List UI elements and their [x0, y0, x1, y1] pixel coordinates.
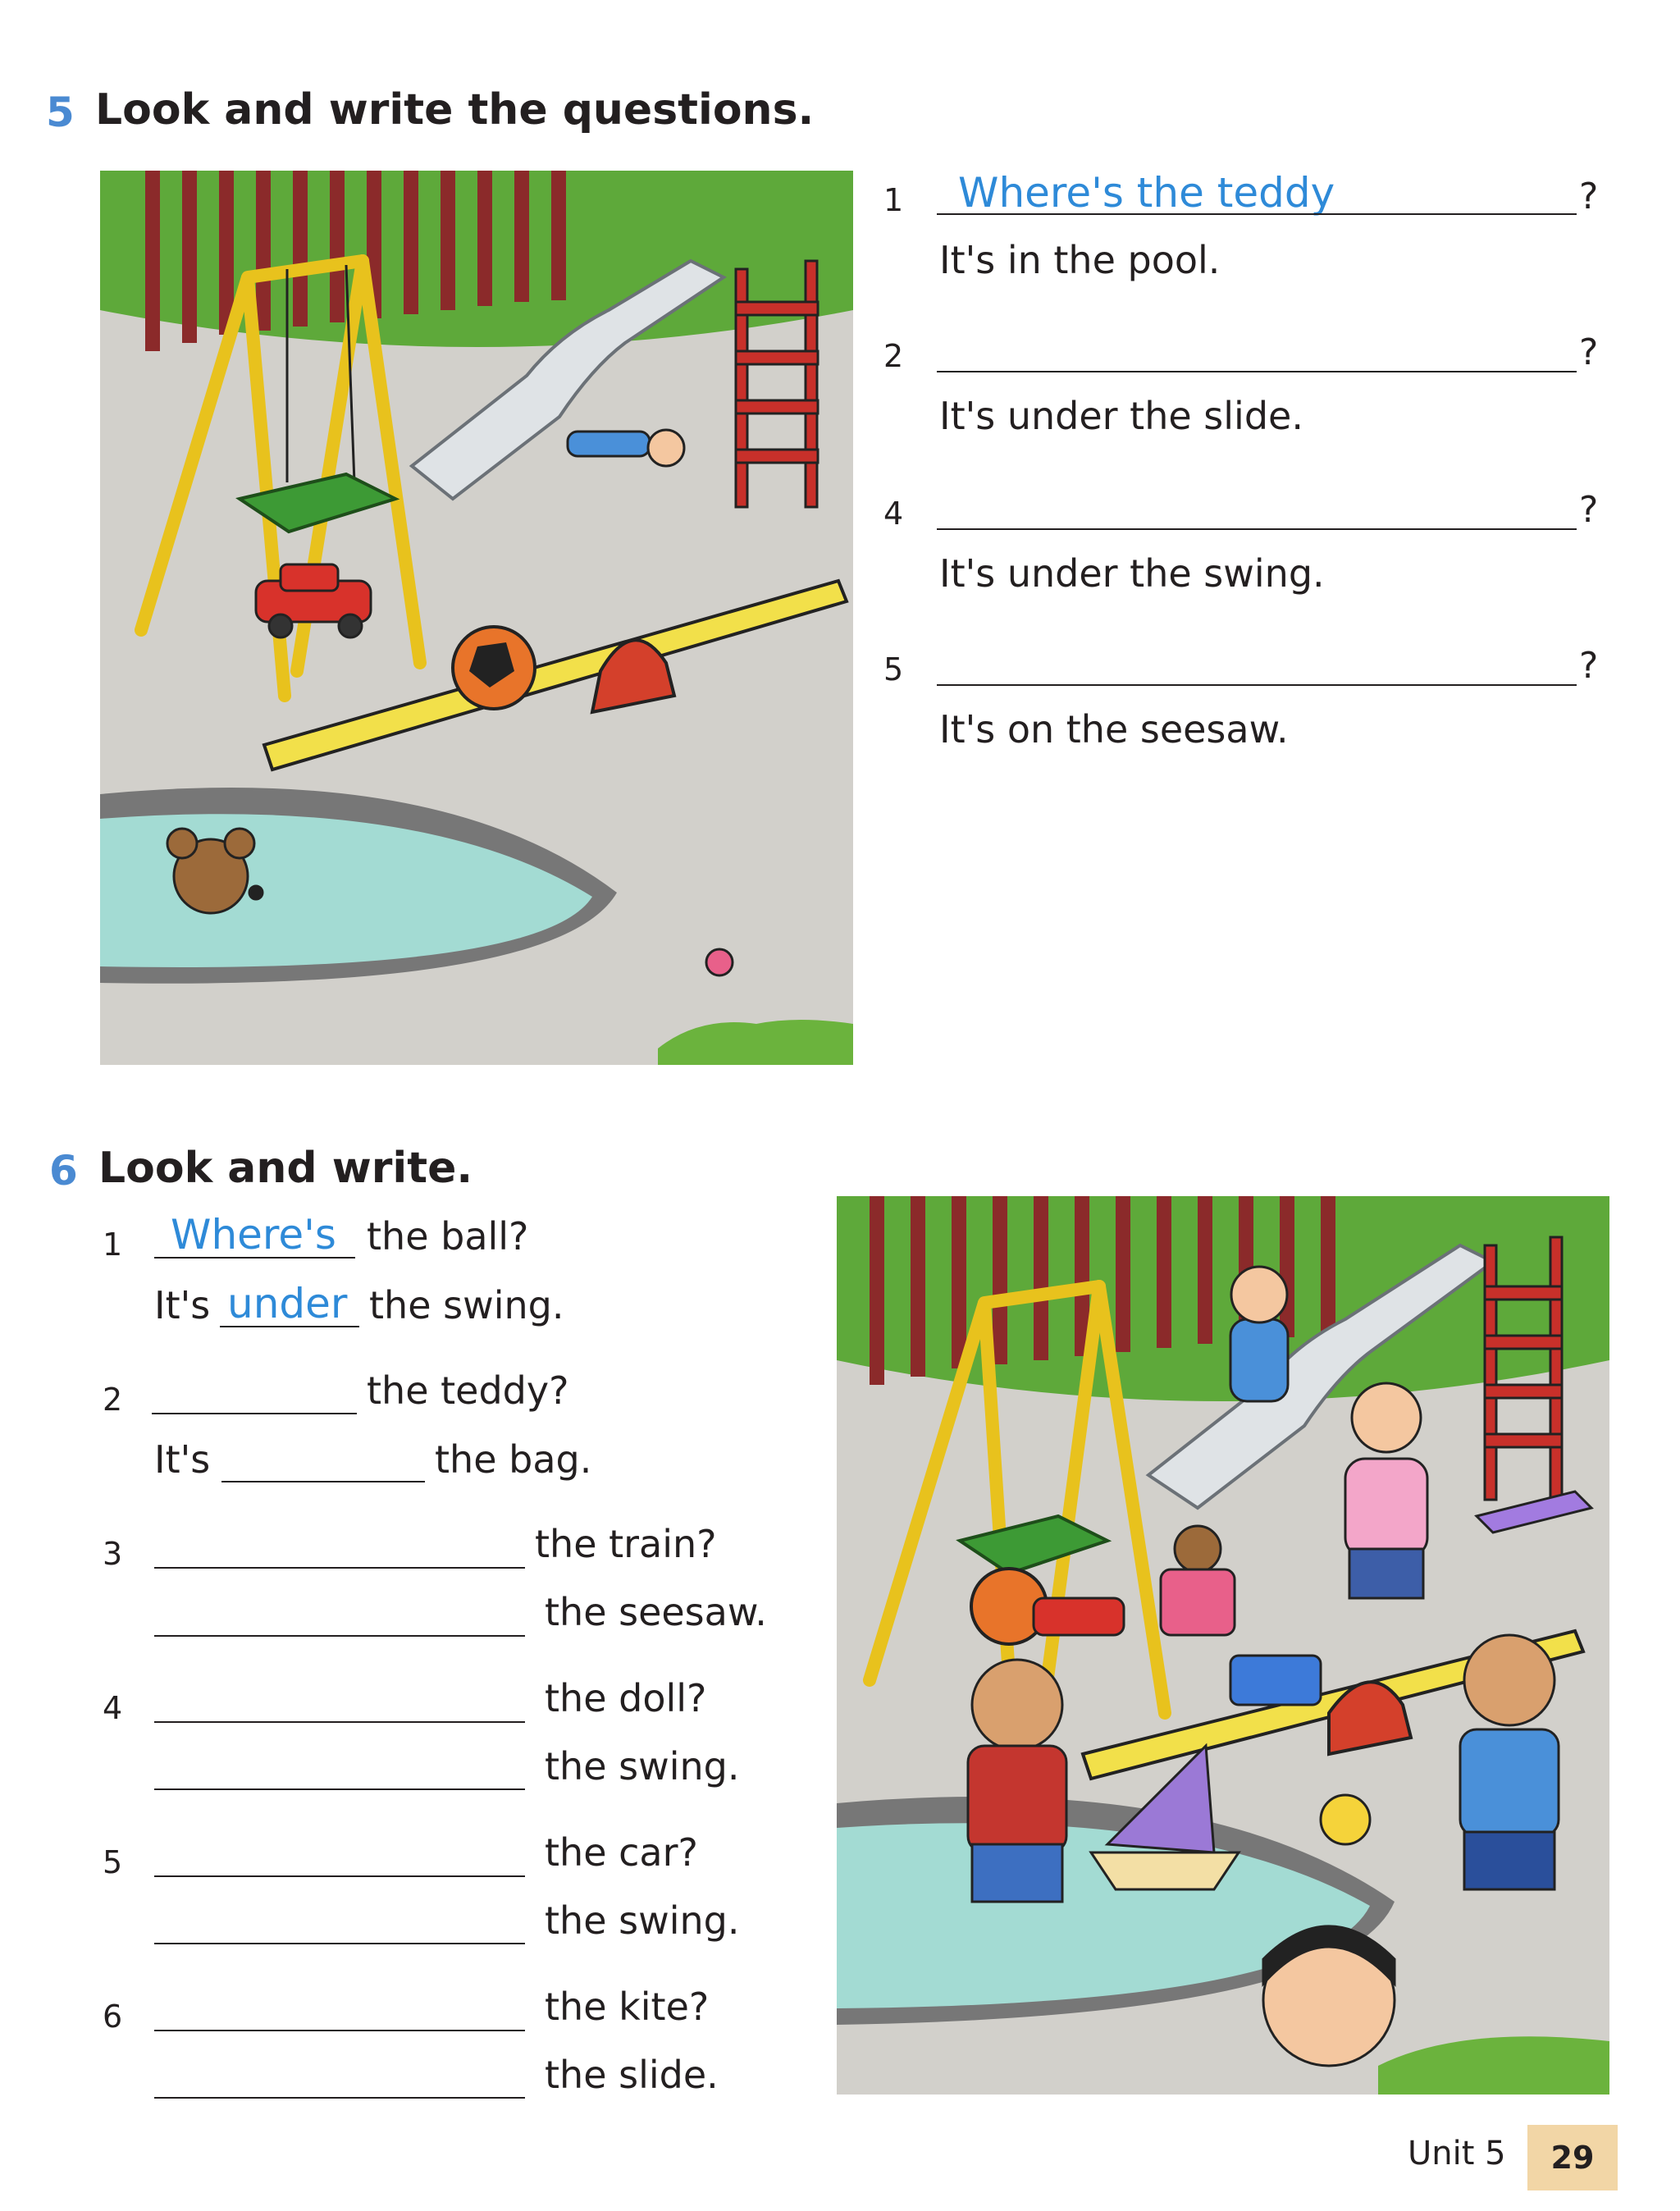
- page-number: 29: [1527, 2125, 1618, 2190]
- exercise-6-title: Look and write.: [98, 1144, 473, 1193]
- ex5-answer-line[interactable]: [937, 213, 1577, 215]
- exercise-6-number: 6: [49, 1147, 78, 1195]
- question-mark: ?: [1579, 331, 1599, 373]
- ex6-question-written: Where's: [171, 1211, 336, 1259]
- ex6-item-number: 6: [103, 1999, 123, 2035]
- ex6-item-number: 3: [103, 1536, 123, 1572]
- ex6-question-text: the train?: [535, 1522, 717, 1566]
- playground-scene-1: [100, 171, 853, 1065]
- ex6-answer-text: the swing.: [545, 1744, 740, 1788]
- ex6-answer-line[interactable]: [221, 1481, 425, 1482]
- ex6-answer-line[interactable]: [220, 1326, 359, 1327]
- ex5-reply: It's in the pool.: [939, 238, 1221, 282]
- ex5-reply: It's under the swing.: [939, 551, 1325, 596]
- ex6-item-number: 1: [103, 1227, 123, 1263]
- ex5-item-number: 2: [883, 338, 904, 374]
- playground-scene-2: [837, 1196, 1609, 2095]
- ex6-answer-text: the slide.: [545, 2053, 719, 2097]
- ex6-answer-text: the seesaw.: [545, 1590, 767, 1634]
- ex6-item-number: 5: [103, 1844, 123, 1880]
- ex5-reply: It's under the slide.: [939, 394, 1303, 438]
- ex6-answer-prefix: It's: [154, 1437, 211, 1482]
- ex6-answer-prefix: It's: [154, 1283, 211, 1327]
- ex6-answer-line[interactable]: [154, 1635, 525, 1637]
- ex6-question-line[interactable]: [154, 1257, 355, 1259]
- footer-unit-label: Unit 5: [1408, 2135, 1506, 2172]
- ex5-answer-line[interactable]: [937, 684, 1577, 686]
- ex6-question-text: the doll?: [545, 1676, 707, 1720]
- ex6-answer-written: under: [227, 1280, 348, 1327]
- ex5-answer-line[interactable]: [937, 371, 1577, 372]
- ex5-answer-line[interactable]: [937, 528, 1577, 530]
- exercise-5-title: Look and write the questions.: [95, 85, 815, 135]
- ex6-question-text: the kite?: [545, 1985, 710, 2029]
- ex6-question-line[interactable]: [154, 1721, 525, 1723]
- ex6-answer-text: the bag.: [435, 1437, 592, 1482]
- ex6-item-number: 2: [103, 1382, 123, 1418]
- playground-illustration-2: [837, 1196, 1609, 2095]
- ex5-item-number: 1: [883, 182, 904, 218]
- ex6-question-line[interactable]: [154, 1567, 525, 1569]
- ex5-item-number: 4: [883, 496, 904, 532]
- ex6-question-text: the car?: [545, 1830, 698, 1875]
- ex6-question-line[interactable]: [152, 1413, 357, 1414]
- exercise-5-number: 5: [46, 89, 75, 136]
- ex6-question-text: the ball?: [367, 1214, 529, 1259]
- question-mark: ?: [1579, 489, 1599, 531]
- ex6-question-text: the teddy?: [367, 1368, 569, 1413]
- ex5-item-number: 5: [883, 651, 904, 688]
- ex5-answer-written: Where's the teddy: [958, 169, 1335, 217]
- playground-illustration-1: [100, 171, 853, 1065]
- ex6-answer-line[interactable]: [154, 1788, 525, 1790]
- ex6-question-line[interactable]: [154, 1875, 525, 1877]
- ex6-answer-text: the swing.: [545, 1898, 740, 1943]
- ex6-question-line[interactable]: [154, 2030, 525, 2031]
- ex6-answer-line[interactable]: [154, 2097, 525, 2099]
- ex5-reply: It's on the seesaw.: [939, 707, 1289, 751]
- question-mark: ?: [1579, 645, 1599, 687]
- ex6-answer-text: the swing.: [369, 1283, 564, 1327]
- ex6-answer-line[interactable]: [154, 1943, 525, 1944]
- question-mark: ?: [1579, 176, 1599, 217]
- ex6-item-number: 4: [103, 1690, 123, 1726]
